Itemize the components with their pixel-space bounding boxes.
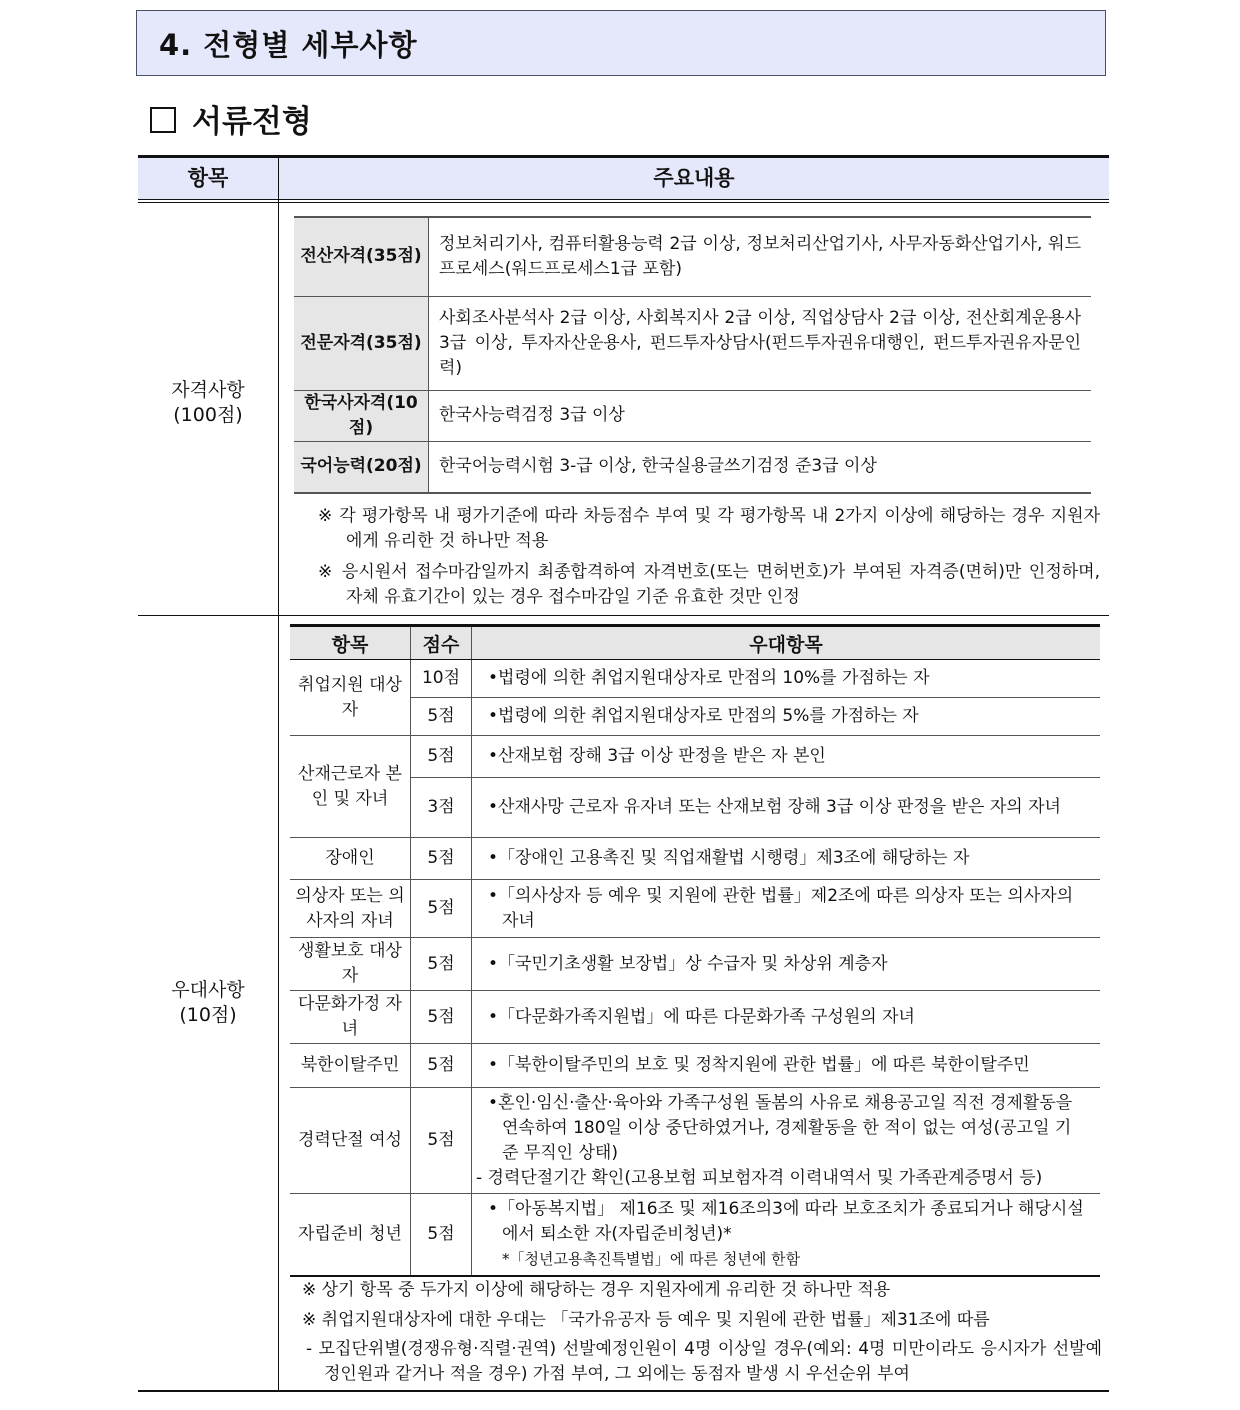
table-bottom-rule: [138, 1390, 1109, 1392]
pref-item: 북한이탈주민: [290, 1044, 411, 1088]
table-row: [294, 217, 1091, 296]
pref-desc: [472, 1194, 1101, 1276]
pref-col-desc: 우대항목: [472, 626, 1101, 660]
table-row: [294, 390, 1091, 441]
pref-desc: [472, 1088, 1101, 1194]
table-row: [290, 1194, 1100, 1276]
pref-desc-sub: *「청년고용촉진특별법」에 따른 청년에 한함: [502, 1249, 801, 1268]
header-item: 항목: [187, 166, 229, 190]
pref-item: 경력단절 여성: [290, 1088, 411, 1194]
qualification-label-line1: 자격사항: [171, 379, 245, 401]
pref-desc: •「장애인 고용촉진 및 직업재활법 시행령」제3조에 해당하는 자: [472, 838, 1101, 880]
pref-score: 3점: [411, 778, 472, 838]
pref-desc: •산재보험 장해 3급 이상 판정을 받은 자 본인: [472, 736, 1101, 778]
pref-desc-text: •「아동복지법」 제16조 및 제16조의3에 따라 보호조치가 종료되거나 해당시설에서 퇴소한 자(자립준비청년)*: [488, 1198, 1084, 1244]
table-header-row: [290, 626, 1100, 660]
pref-score: 5점: [411, 1194, 472, 1276]
table-row: [290, 938, 1100, 991]
table-row: [290, 736, 1100, 778]
table-header-rule: [138, 199, 1109, 203]
table-row: [290, 778, 1100, 838]
pref-item: 다문화가정 자녀: [290, 991, 411, 1044]
preference-label: [138, 978, 278, 1028]
qualification-label: [138, 378, 278, 428]
qual-name: 전문자격(35점): [294, 296, 429, 390]
qualification-table: [294, 216, 1091, 494]
pref-desc: •「북한이탈주민의 보호 및 정착지원에 관한 법률」에 따른 북한이탈주민: [472, 1044, 1101, 1088]
qualification-note-2: ※ 응시원서 접수마감일까지 최종합격하여 자격번호(또는 면허번호)가 부여된 자격증(면허)만 인정하며, 자체 유효기간이 있는 경우 접수마감일 기준 유효한 것만 인정: [318, 562, 1100, 607]
preference-note-2: ※ 취업지원대상자에 대한 우대는 「국가유공자 등 예우 및 지원에 관한 법률」제31조에 따름: [302, 1310, 990, 1330]
table-row: [290, 1088, 1100, 1194]
qual-desc: 사회조사분석사 2급 이상, 사회복지사 2급 이상, 직업상담사 2급 이상, 전산회계운용사 3급 이상, 투자자산운용사, 펀드투자상담사(펀드투자권유대행인, 펀드투자권유자문인력): [429, 296, 1092, 390]
pref-score: 5점: [411, 938, 472, 991]
pref-score: 10점: [411, 660, 472, 698]
subsection-title: 서류전형: [192, 104, 312, 140]
checkbox-square-icon: [150, 107, 176, 133]
pref-score: 5점: [411, 736, 472, 778]
pref-score: 5점: [411, 991, 472, 1044]
pref-desc: •법령에 의한 취업지원대상자로 만점의 10%를 가점하는 자: [472, 660, 1101, 698]
pref-item: 자립준비 청년: [290, 1194, 411, 1276]
table-row: [290, 698, 1100, 736]
pref-desc-sub: - 경력단절기간 확인(고용보험 피보험자격 이력내역서 및 가족관계증명서 등): [476, 1167, 1043, 1188]
pref-item: 의상자 또는 의사자의 자녀: [290, 880, 411, 938]
table-row: [294, 441, 1091, 493]
pref-item: 산재근로자 본인 및 자녀: [290, 736, 411, 838]
qualification-note-1: ※ 각 평가항목 내 평가기준에 따라 차등점수 부여 및 각 평가항목 내 2가지 이상에 해당하는 경우 지원자에게 유리한 것 하나만 적용: [318, 506, 1100, 551]
pref-item: 생활보호 대상자: [290, 938, 411, 991]
table-row: [290, 880, 1100, 938]
qual-name: 전산자격(35점): [294, 217, 429, 296]
table-row: [290, 991, 1100, 1044]
pref-col-score: 점수: [411, 626, 472, 660]
qual-desc: 정보처리기사, 컴퓨터활용능력 2급 이상, 정보처리산업기사, 사무자동화산업기사, 워드프로세스(워드프로세스1급 포함): [429, 217, 1092, 296]
preference-label-line1: 우대사항: [171, 979, 245, 1001]
qual-name: 한국사자격(10점): [294, 390, 429, 441]
pref-score: 5점: [411, 1044, 472, 1088]
qual-name: 국어능력(20점): [294, 441, 429, 493]
pref-desc-text: •산재사망 근로자 유자녀 또는 산재보험 장해 3급 이상 판정을 받은 자의 자녀: [488, 797, 1061, 817]
qual-desc: 한국사능력검정 3급 이상: [429, 390, 1092, 441]
section-title: 4. 전형별 세부사항: [159, 28, 418, 62]
pref-score: 5점: [411, 1088, 472, 1194]
header-content: 주요내용: [653, 166, 735, 190]
qualification-label-line2: (100점): [173, 404, 243, 426]
pref-desc-text: •혼인·임신·출산·육아와 가족구성원 돌봄의 사유로 채용공고일 직전 경제활동을 연속하여 180일 이상 중단하였거나, 경제활동을 한 적이 없는 여성(공고일 기준 무직인 상태): [488, 1092, 1073, 1163]
column-divider: [278, 158, 279, 1392]
row-divider: [138, 615, 1109, 616]
pref-desc: [472, 880, 1101, 938]
pref-desc-text: •「의사상자 등 예우 및 지원에 관한 법률」제2조에 따른 의상자 또는 의사자의 자녀: [488, 885, 1074, 931]
table-row: [290, 838, 1100, 880]
preference-note-1: ※ 상기 항목 중 두가지 이상에 해당하는 경우 지원자에게 유리한 것 하나만 적용: [302, 1280, 891, 1300]
table-row: [290, 660, 1100, 698]
pref-col-item: 항목: [290, 626, 411, 660]
section-header: [136, 10, 1106, 76]
preference-table: [290, 624, 1100, 1277]
pref-score: 5점: [411, 698, 472, 736]
preference-note-3: - 모집단위별(경쟁유형·직렬·권역) 선발예정인원이 4명 이상일 경우(예외: 4명 미만이라도 응시자가 선발예정인원과 같거나 적을 경우) 가점 부여, 그 외에는 동점자 발생 시 우선순위 부여: [306, 1339, 1102, 1384]
pref-item: 장애인: [290, 838, 411, 880]
table-row: [290, 1044, 1100, 1088]
pref-desc: •「다문화가족지원법」에 따른 다문화가족 구성원의 자녀: [472, 991, 1101, 1044]
pref-score: 5점: [411, 880, 472, 938]
pref-desc: [472, 778, 1101, 838]
pref-item: 취업지원 대상자: [290, 660, 411, 736]
qual-desc: 한국어능력시험 3-급 이상, 한국실용글쓰기검정 준3급 이상: [429, 441, 1092, 493]
pref-desc: •「국민기초생활 보장법」상 수급자 및 차상위 계층자: [472, 938, 1101, 991]
pref-desc: •법령에 의한 취업지원대상자로 만점의 5%를 가점하는 자: [472, 698, 1101, 736]
preference-label-line2: (10점): [179, 1004, 237, 1026]
pref-score: 5점: [411, 838, 472, 880]
table-row: [294, 296, 1091, 390]
subsection-heading: [150, 96, 312, 141]
